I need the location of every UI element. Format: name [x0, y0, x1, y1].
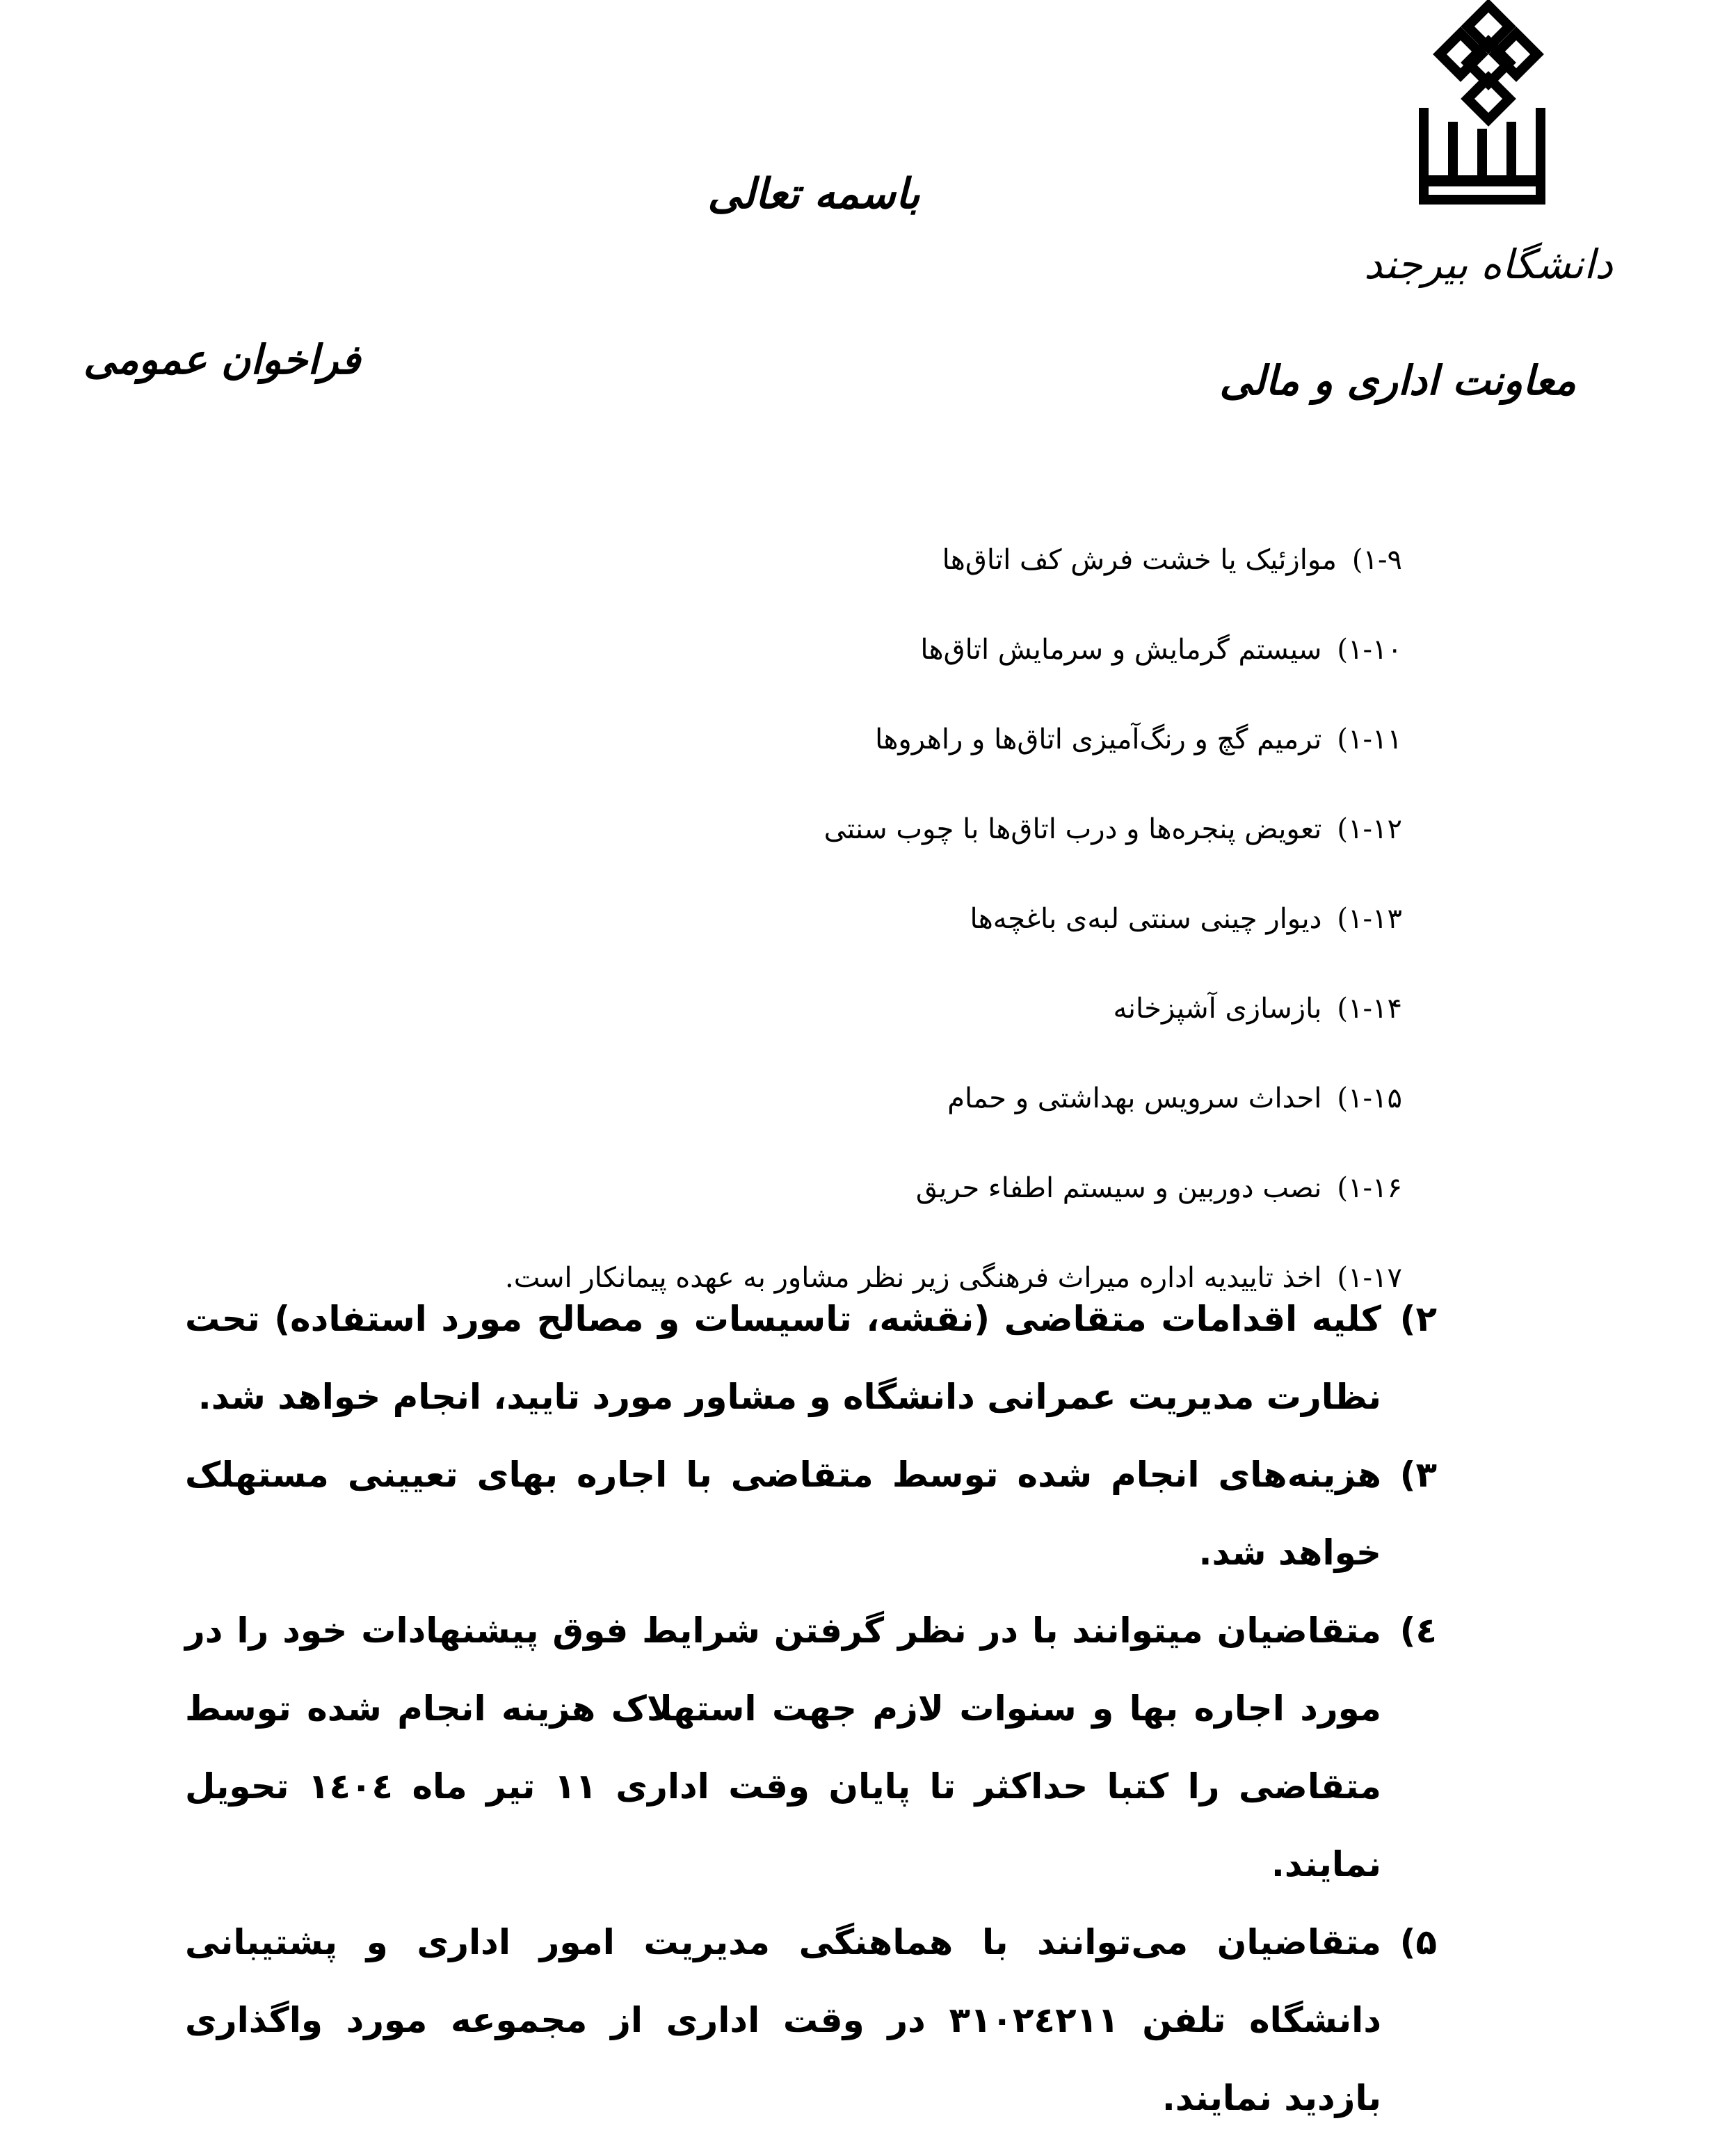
item-text: احداث سرویس بهداشتی و حمام: [947, 1082, 1322, 1114]
list-item: [359, 963, 1402, 1053]
item-number: ۳): [1399, 1455, 1437, 1495]
item-text: اخذ تاییدیه اداره میراث فرهنگی زیر نظر مشاور به عهده پیمانکار است.: [505, 1261, 1322, 1294]
item-number: ٤): [1399, 1610, 1437, 1651]
list-item: [359, 694, 1402, 784]
call-title: فراخوان عمومی: [83, 336, 361, 383]
item-text: بازسازی آشپزخانه: [1113, 992, 1322, 1025]
list-item: [185, 1436, 1437, 1592]
list-item: [185, 1903, 1437, 2137]
item-number: ۱-۱۶): [1337, 1171, 1402, 1204]
item-text: تعویض پنجره‌ها و درب اتاق‌ها با چوب سنتی: [823, 813, 1322, 845]
item-text: نصب دوربین و سیستم اطفاء حریق: [915, 1171, 1322, 1204]
sub-item-list: [359, 515, 1402, 1322]
list-item: [359, 1053, 1402, 1143]
list-item: [359, 515, 1402, 605]
item-number: ۱-۱۳): [1337, 902, 1402, 935]
item-number: ۱-۱۰): [1337, 633, 1402, 666]
item-number: ۱-۱۴): [1337, 992, 1402, 1025]
item-text: ترمیم گچ و رنگ‌آمیزی اتاق‌ها و راهروها: [875, 723, 1322, 755]
item-number: ۱-۱۲): [1337, 813, 1402, 845]
item-number: ۱-۱۱): [1337, 723, 1402, 755]
list-item: [359, 1143, 1402, 1233]
item-text: دیوار چینی سنتی لبه‌ی باغچه‌ها: [970, 902, 1322, 935]
item-text: موازئیک یا خشت فرش کف اتاق‌ها: [942, 543, 1337, 576]
list-item: [185, 1280, 1437, 1436]
item-text: کلیه اقدامات متقاضی (نقشه، تاسیسات و مصالح مورد استفاده) تحت نظارت مدیریت عمرانی دانشگاه و مشاور مورد تایید، انجام خواهد شد.: [185, 1299, 1381, 1417]
basmala-heading: باسمه تعالی: [707, 170, 920, 218]
item-number: ۱-۱۵): [1337, 1082, 1402, 1114]
main-item-list: [185, 1280, 1437, 2137]
list-item: [359, 784, 1402, 874]
item-text: سیستم گرمایش و سرمایش اتاق‌ها: [920, 633, 1322, 666]
item-number: ۲): [1399, 1299, 1437, 1339]
list-item: [185, 1592, 1437, 1903]
department-name: معاونت اداری و مالی: [1219, 357, 1576, 404]
item-number: ۱-۱۷): [1337, 1261, 1402, 1294]
item-number: ۵): [1399, 1922, 1437, 1962]
university-logo: [1364, 0, 1613, 327]
item-text: هزینه‌های انجام شده توسط متقاضی با اجاره بهای تعیینی مستهلک خواهد شد.: [185, 1455, 1381, 1573]
item-text: متقاضیان میتوانند با در نظر گرفتن شرایط فوق پیشنهادات خود را در مورد اجاره بها و سنوات لازم جهت استهلاک هزینه انجام شده توسط متقاضی را کتبا حداکثر تا پایان وقت اداری ۱۱ تیر ماه ۱٤۰٤ تحویل نمایند.: [185, 1610, 1381, 1884]
svg-text:دانشگاه بیرجند: دانشگاه بیرجند: [1364, 241, 1613, 288]
list-item: [359, 874, 1402, 963]
item-number: ۱-۹): [1351, 543, 1402, 576]
list-item: [359, 605, 1402, 694]
item-text: متقاضیان می‌توانند با هماهنگی مدیریت امور اداری و پشتیبانی دانشگاه تلفن ۳۱۰۲٤۲۱۱ در وقت اداری از مجموعه مورد واگذاری بازدید نمایند.: [185, 1922, 1381, 2118]
